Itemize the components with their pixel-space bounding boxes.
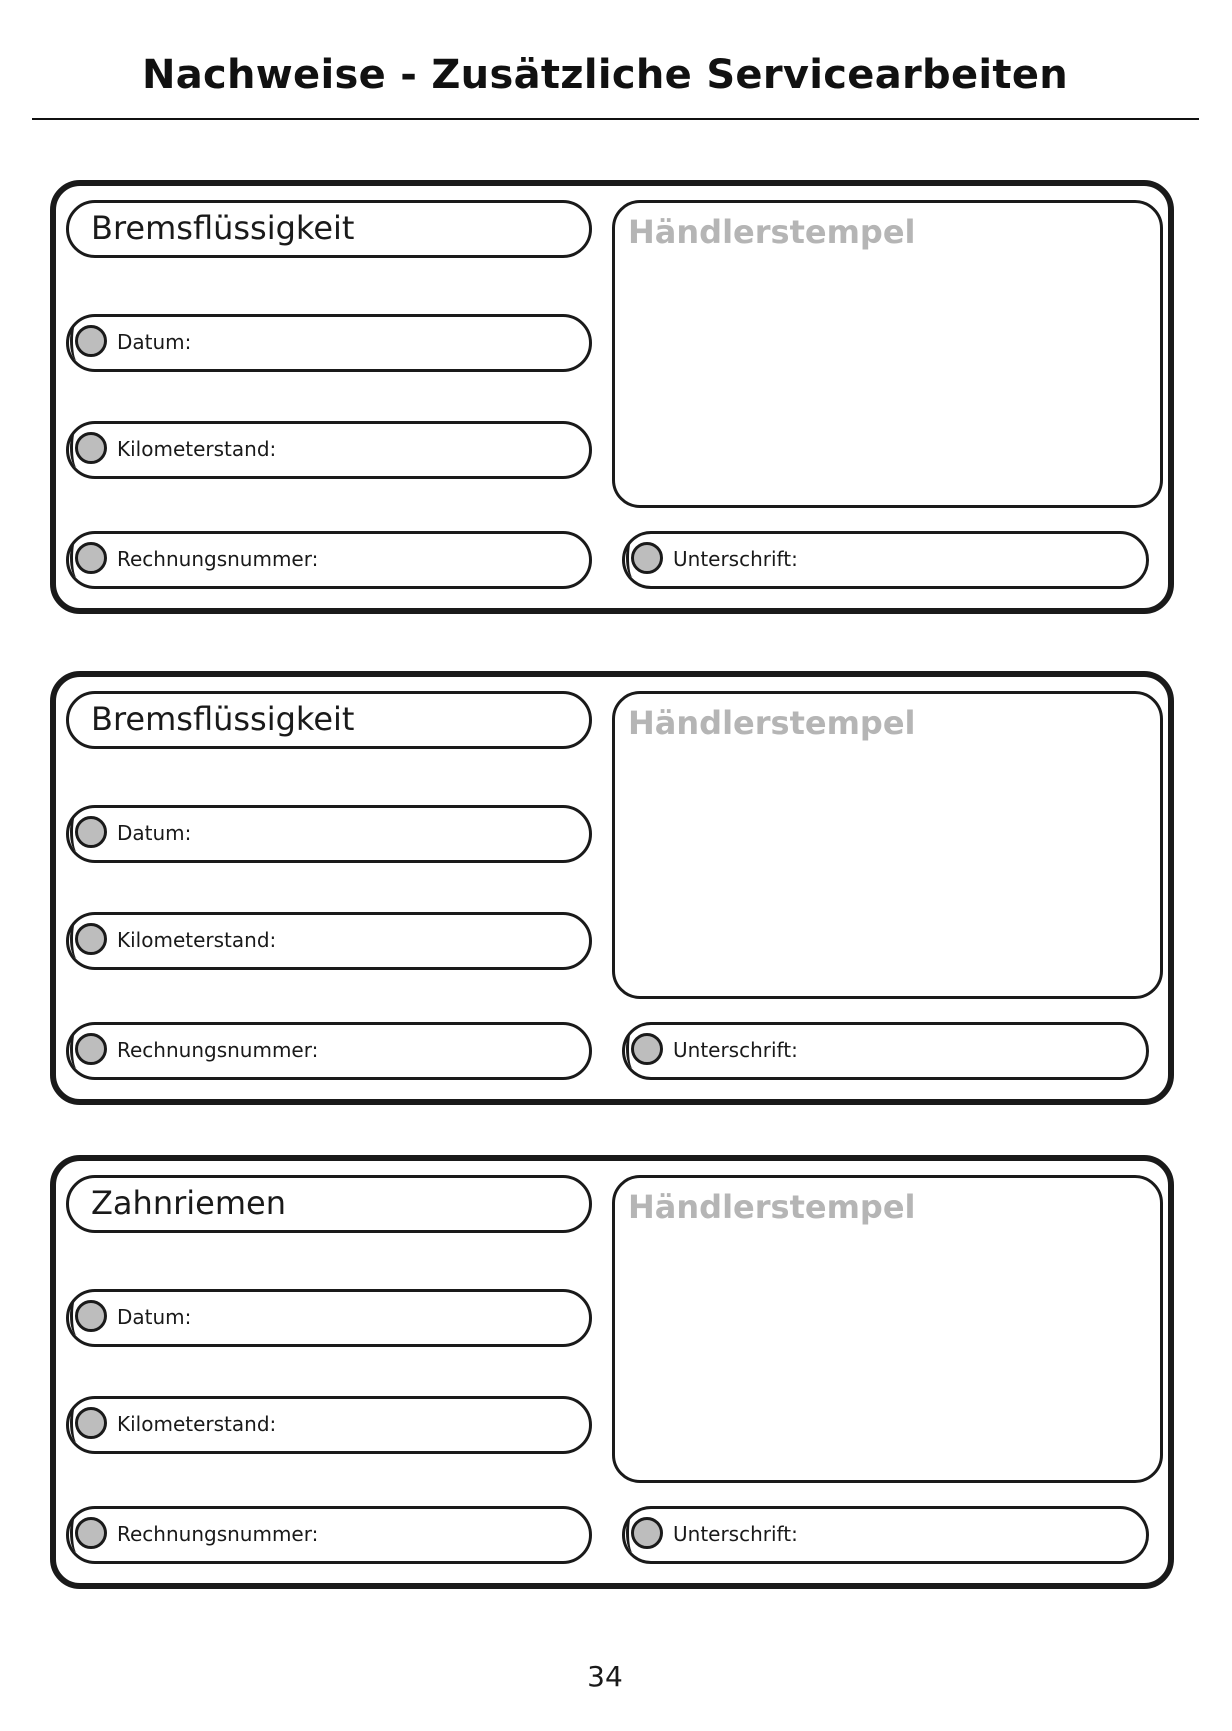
date-label: Datum:: [117, 1305, 192, 1329]
bullet-icon: [75, 325, 107, 357]
bullet-icon: [75, 1300, 107, 1332]
service-title: Zahnriemen: [91, 1184, 286, 1222]
service-title: Bremsflüssigkeit: [91, 209, 355, 247]
bullet-icon: [75, 1033, 107, 1065]
mileage-field[interactable]: [66, 1396, 592, 1454]
service-record-card: [50, 671, 1174, 1105]
invoice-number-label: Rechnungsnummer:: [117, 1038, 319, 1062]
page-number: 34: [587, 1660, 623, 1693]
bullet-icon: [75, 816, 107, 848]
bullet-icon: [75, 923, 107, 955]
invoice-number-label: Rechnungsnummer:: [117, 1522, 319, 1546]
mileage-field[interactable]: [66, 912, 592, 970]
service-title-box: [66, 691, 592, 749]
mileage-label: Kilometerstand:: [117, 1412, 277, 1436]
bullet-icon: [75, 432, 107, 464]
invoice-number-field[interactable]: [66, 531, 592, 589]
dealer-stamp-box[interactable]: [612, 691, 1163, 999]
bullet-icon: [631, 1517, 663, 1549]
dealer-stamp-box[interactable]: [612, 1175, 1163, 1483]
date-label: Datum:: [117, 821, 192, 845]
dealer-stamp-box[interactable]: [612, 200, 1163, 508]
signature-field[interactable]: [622, 1506, 1149, 1564]
service-record-card: [50, 1155, 1174, 1589]
page-title: Nachweise - Zusätzliche Servicearbeiten: [141, 52, 1069, 98]
invoice-number-field[interactable]: [66, 1022, 592, 1080]
signature-field[interactable]: [622, 531, 1149, 589]
date-label: Datum:: [117, 330, 192, 354]
mileage-label: Kilometerstand:: [117, 928, 277, 952]
invoice-number-field[interactable]: [66, 1506, 592, 1564]
signature-field[interactable]: [622, 1022, 1149, 1080]
bullet-icon: [631, 542, 663, 574]
date-field[interactable]: [66, 1289, 592, 1347]
service-title-box: [66, 1175, 592, 1233]
bullet-icon: [75, 1517, 107, 1549]
date-field[interactable]: [66, 314, 592, 372]
bullet-icon: [75, 542, 107, 574]
dealer-stamp-label: Händlerstempel: [628, 213, 916, 251]
bullet-icon: [631, 1033, 663, 1065]
service-title: Bremsflüssigkeit: [91, 700, 355, 738]
invoice-number-label: Rechnungsnummer:: [117, 547, 319, 571]
signature-label: Unterschrift:: [673, 1522, 798, 1546]
dealer-stamp-label: Händlerstempel: [628, 1188, 916, 1226]
service-record-card: [50, 180, 1174, 614]
service-title-box: [66, 200, 592, 258]
title-divider: [32, 118, 1199, 120]
signature-label: Unterschrift:: [673, 547, 798, 571]
bullet-icon: [75, 1407, 107, 1439]
signature-label: Unterschrift:: [673, 1038, 798, 1062]
mileage-label: Kilometerstand:: [117, 437, 277, 461]
date-field[interactable]: [66, 805, 592, 863]
mileage-field[interactable]: [66, 421, 592, 479]
dealer-stamp-label: Händlerstempel: [628, 704, 916, 742]
